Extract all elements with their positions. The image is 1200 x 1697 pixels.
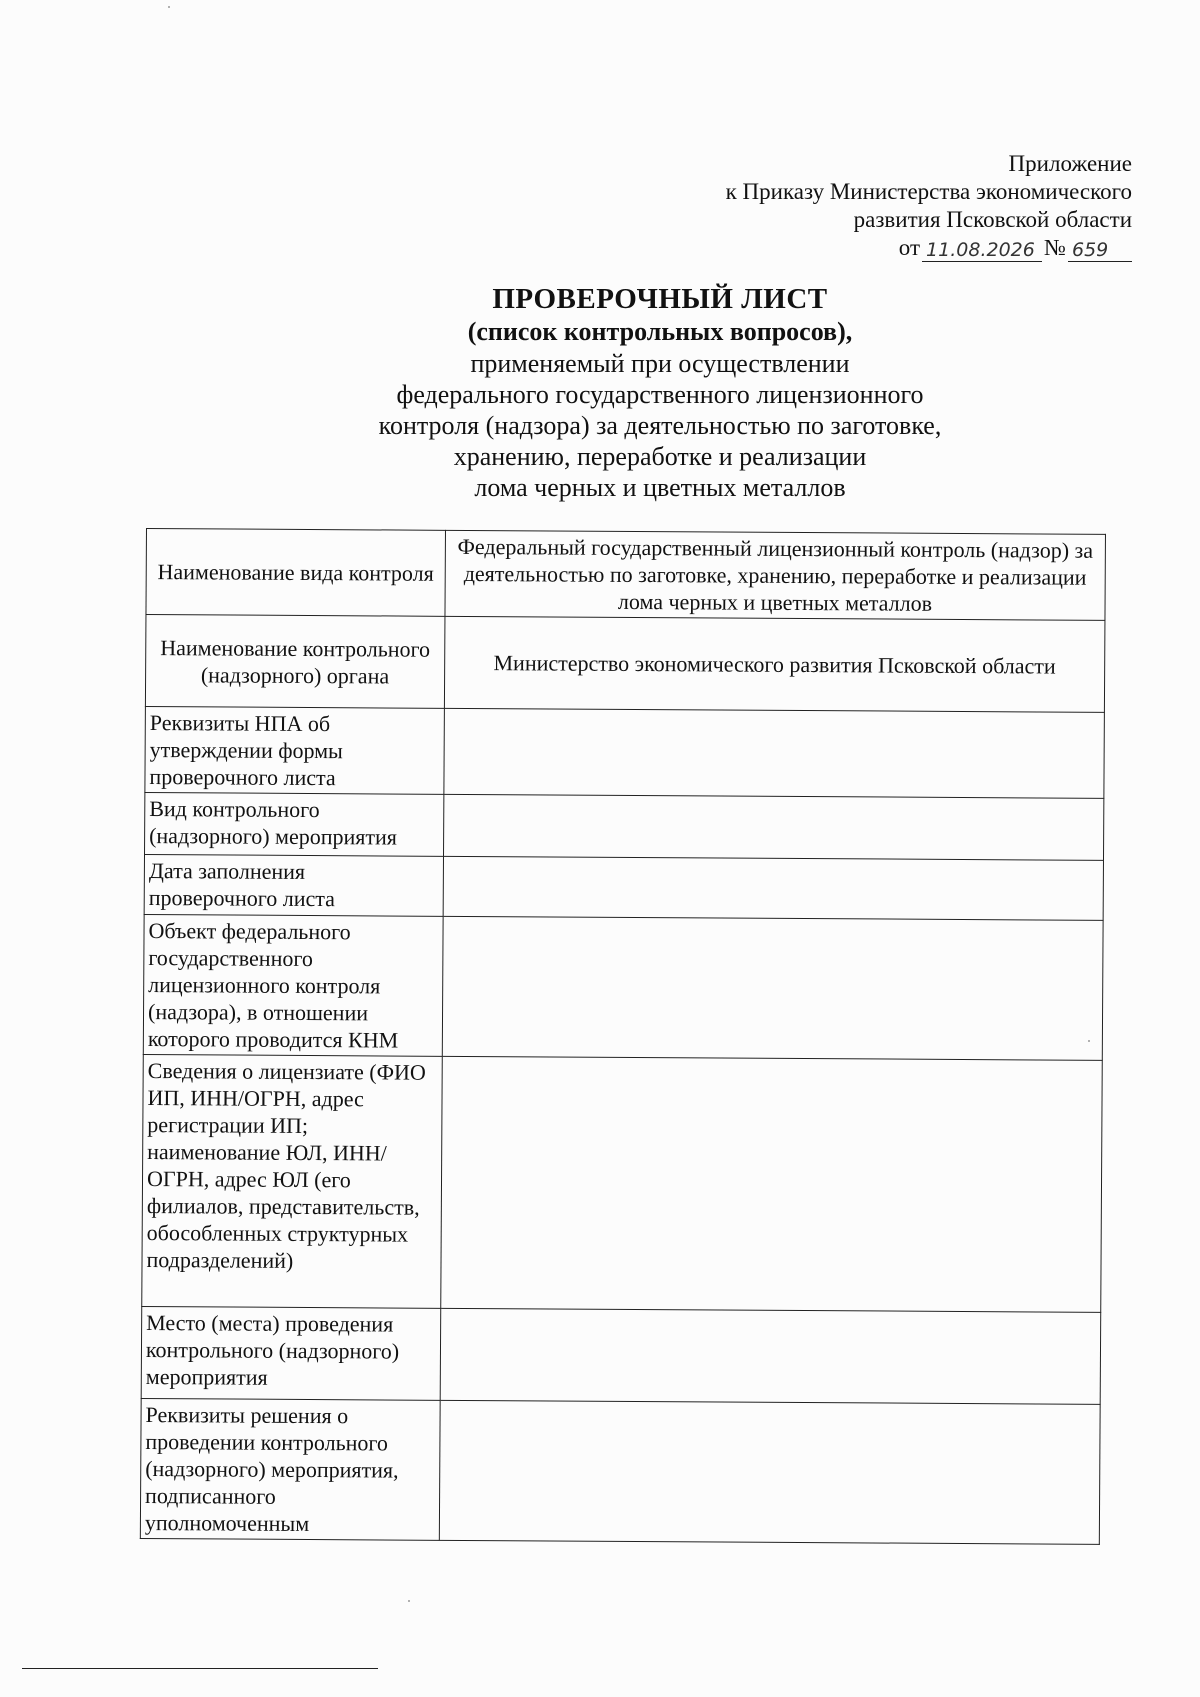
footnote-separator: [22, 1668, 378, 1669]
table-row: [140, 1398, 1100, 1544]
row-value: [441, 1056, 1103, 1312]
page-title: ПРОВЕРОЧНЫЙ ЛИСТ: [492, 283, 828, 315]
appendix-block: [612, 150, 1132, 262]
handwritten-date: 11.08.2026: [922, 239, 1042, 262]
row-value: [443, 856, 1104, 920]
row-value: Федеральный государственный лицензионный контроль (надзор) за деятельностью по заготовке, хранению, переработке и реализации лома черных и цветных металлов: [445, 530, 1106, 620]
scan-speck: [168, 6, 170, 8]
checklist-table: [140, 528, 1106, 1545]
title-line-3: контроля (надзора) за деятельностью по заготовке,: [378, 411, 942, 440]
row-label: Вид контрольного (надзорного) мероприятия: [145, 792, 444, 856]
table-row: [145, 615, 1105, 713]
date-prefix: от: [898, 235, 921, 260]
title-line-1: применяемый при осуществлении: [470, 349, 850, 378]
handwritten-number: 659: [1068, 239, 1132, 262]
scan-speck: [408, 1600, 410, 1602]
row-label: Реквизиты решения о проведении контрольного (надзорного) мероприятия, подписанного уполномоченным: [140, 1398, 440, 1540]
appendix-order-ref: к Приказу Министерства экономического: [725, 179, 1132, 204]
title-line-5: лома черных и цветных металлов: [474, 473, 846, 502]
row-label: Дата заполнения проверочного листа: [144, 854, 443, 916]
table-row: [144, 854, 1103, 920]
appendix-date-line: [899, 234, 1132, 262]
table-row: [141, 1306, 1101, 1404]
table-row: [142, 1054, 1103, 1312]
table-row: [145, 792, 1104, 860]
row-label: Наименование вида контроля: [146, 529, 445, 617]
title-line-4: хранению, переработке и реализации: [453, 442, 867, 471]
title-line-2: федерального государственного лицензионного: [396, 380, 924, 409]
number-prefix: №: [1044, 235, 1066, 260]
table-row: [143, 914, 1103, 1060]
row-value: [440, 1308, 1101, 1404]
row-value: [444, 708, 1105, 798]
appendix-region: развития Псковской области: [853, 207, 1132, 232]
table-row: [145, 706, 1105, 798]
table-row: [146, 529, 1106, 621]
appendix-title: Приложение: [1008, 151, 1132, 176]
row-value: [443, 794, 1104, 860]
row-value: [442, 916, 1103, 1060]
row-value: [439, 1400, 1100, 1544]
row-label: Объект федерального государственного лицензионного контроля (надзора), в отношении которого проводится КНМ: [143, 914, 443, 1056]
row-value: Министерство экономического развития Псковской области: [444, 616, 1105, 712]
page-subtitle: (список контрольных вопросов),: [467, 317, 853, 346]
row-label: Реквизиты НПА об утверждении формы проверочного листа: [145, 706, 444, 794]
row-label: Сведения о лицензиате (ФИО ИП, ИНН/ОГРН, адрес регистрации ИП; наименование ЮЛ, ИНН/ОГРН, адрес ЮЛ (его филиалов, представительств, обособленных структурных подразделений): [142, 1054, 442, 1308]
scan-speck: [1088, 1040, 1090, 1042]
row-label: Место (места) проведения контрольного (надзорного) мероприятия: [141, 1306, 440, 1400]
row-label: Наименование контрольного (надзорного) органа: [145, 615, 444, 709]
title-block: [300, 282, 1020, 503]
